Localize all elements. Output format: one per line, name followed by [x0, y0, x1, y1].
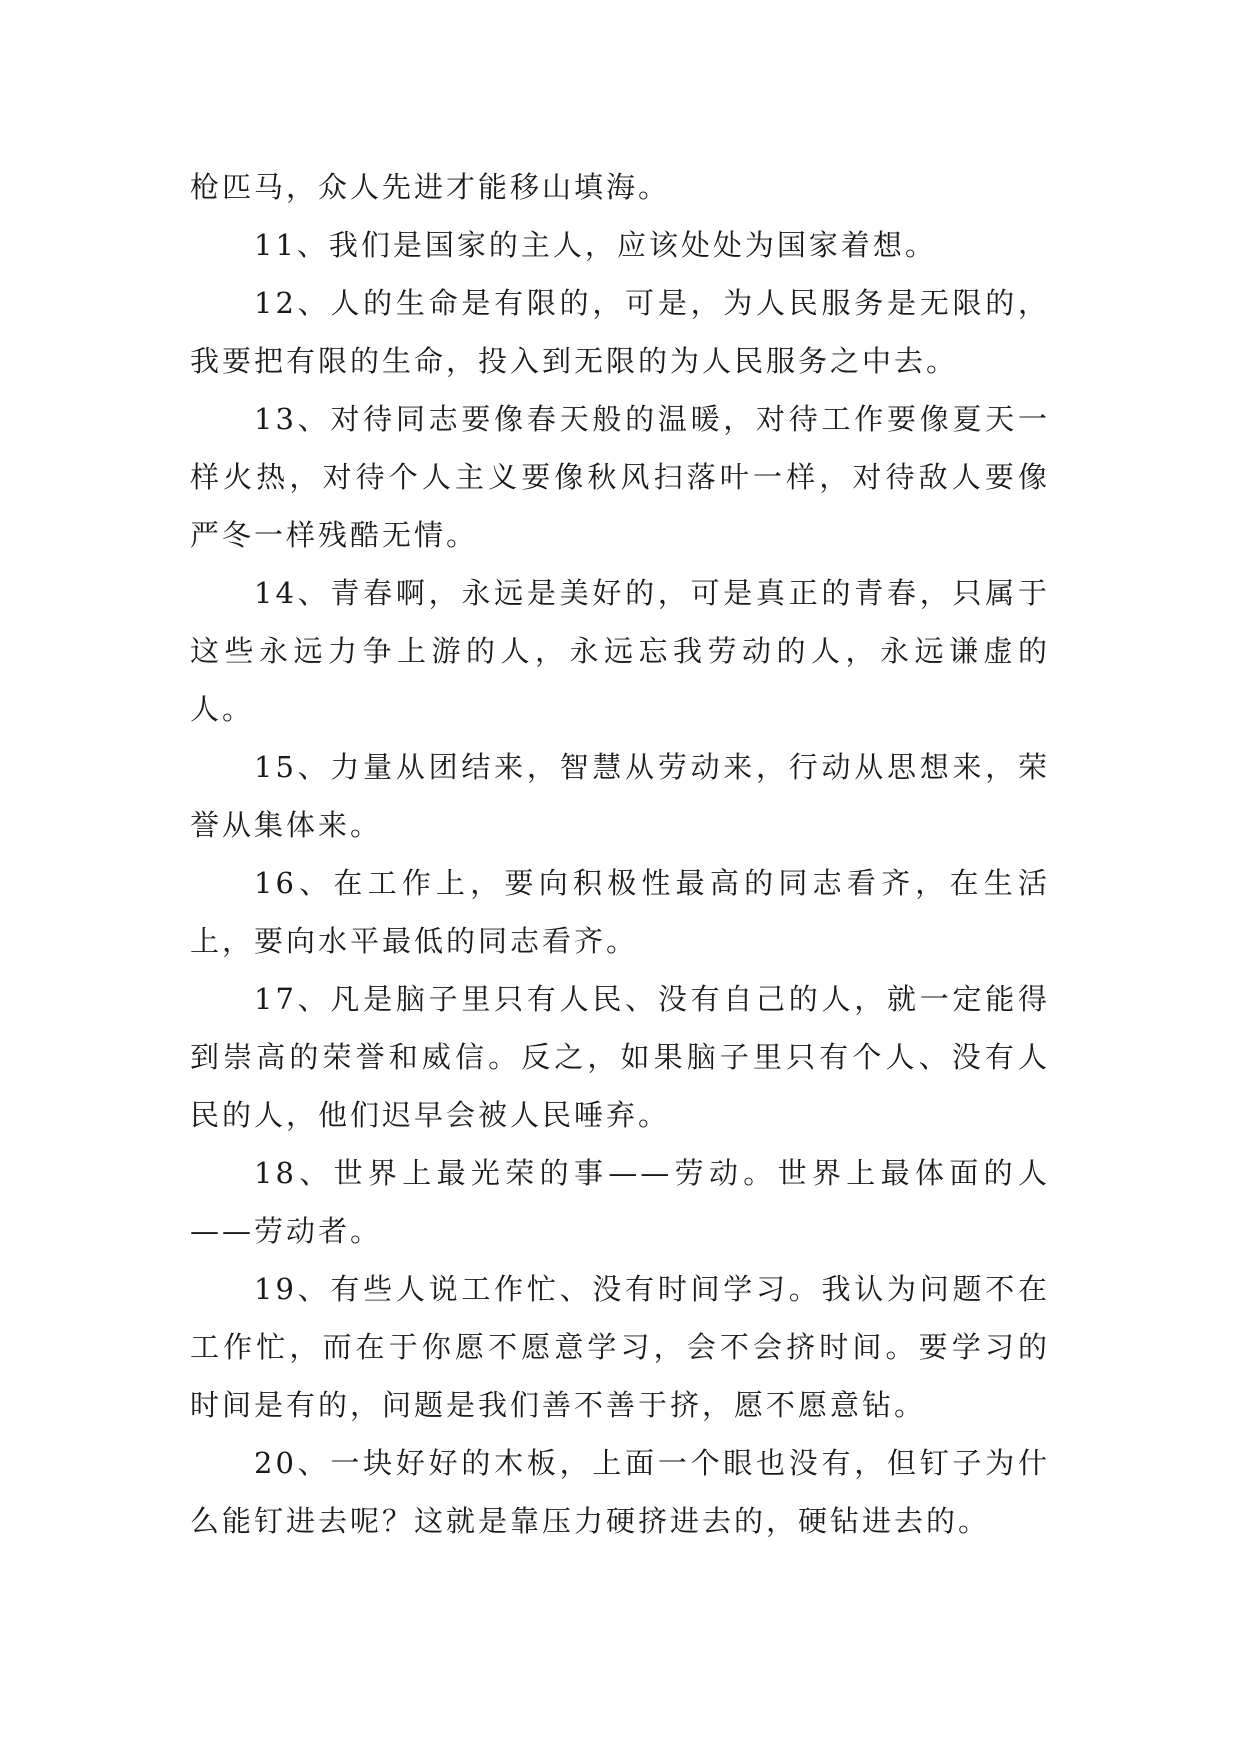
paragraph-20: 20、一块好好的木板，上面一个眼也没有，但钉子为什么能钉进去呢？这就是靠压力硬挤进去的，硬钻进去的。 [190, 1446, 1050, 1538]
paragraph-continuation: 枪匹马，众人先进才能移山填海。 [190, 170, 671, 204]
paragraph-19: 19、有些人说工作忙、没有时间学习。我认为问题不在工作忙，而在于你愿不愿意学习，会不会挤时间。要学习的时间是有的，问题是我们善不善于挤，愿不愿意钻。 [190, 1272, 1050, 1422]
paragraph-15: 15、力量从团结来，智慧从劳动来，行动从思想来，荣誉从集体来。 [190, 750, 1050, 842]
paragraph-16: 16、在工作上，要向积极性最高的同志看齐，在生活上，要向水平最低的同志看齐。 [190, 866, 1050, 958]
paragraph-12: 12、人的生命是有限的，可是，为人民服务是无限的，我要把有限的生命，投入到无限的为人民服务之中去。 [190, 286, 1050, 378]
paragraph-18: 18、世界上最光荣的事——劳动。世界上最体面的人——劳动者。 [190, 1156, 1050, 1248]
paragraph-13: 13、对待同志要像春天般的温暖，对待工作要像夏天一样火热，对待个人主义要像秋风扫落叶一样，对待敌人要像严冬一样残酷无情。 [190, 402, 1050, 552]
document-body [190, 158, 1050, 1550]
paragraph-17: 17、凡是脑子里只有人民、没有自己的人，就一定能得到崇高的荣誉和威信。反之，如果脑子里只有个人、没有人民的人，他们迟早会被人民唾弃。 [190, 982, 1050, 1132]
paragraph-14: 14、青春啊，永远是美好的，可是真正的青春，只属于这些永远力争上游的人，永远忘我劳动的人，永远谦虚的人。 [190, 576, 1050, 726]
paragraph-11: 11、我们是国家的主人，应该处处为国家着想。 [254, 228, 937, 262]
